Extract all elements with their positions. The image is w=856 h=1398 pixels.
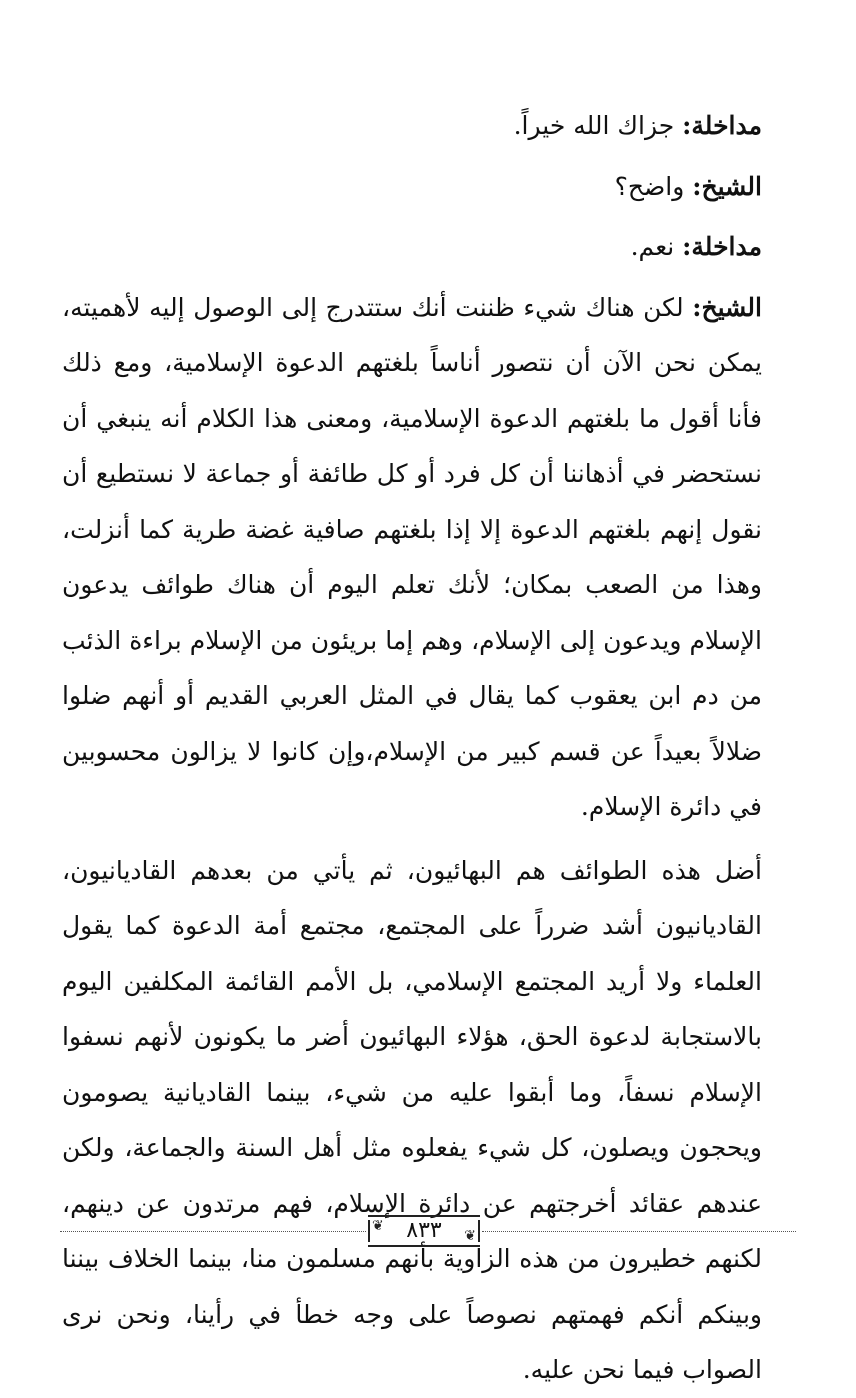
speaker-label: الشيخ: — [692, 292, 762, 322]
dialogue-text: جزاك الله خيراً. — [513, 111, 683, 140]
main-text — [62, 98, 762, 1398]
page-number-frame — [368, 1215, 480, 1247]
dialogue-line-2 — [62, 159, 762, 215]
speaker-label: مداخلة: — [682, 111, 762, 140]
speaker-label: مداخلة: — [682, 232, 762, 261]
dialogue-text: نعم. — [630, 232, 683, 261]
dialogue-text: واضح؟ — [614, 171, 693, 201]
page-footer — [60, 1213, 796, 1253]
paragraph-text: أضل هذه الطوائف هم البهائيون، ثم يأتي من بعدهم القاديانيون، القاديانيون أشد ضرراً على المجتمع، مجتمع أمة الدعوة كما يقول العلماء ولا أريد المجتمع الإسلامي، بل الأمم القائمة المكلفين اليوم بالاستجابة لدعوة الحق، هؤلاء البهائيون أضر ما يكونون لأنهم نسفوا الإسلام نسفاً، وما أبقوا عليه من شيء، بينما القاديانية يصومون ويحجون ويصلون، كل شيء يفعلوه مثل أهل السنة والجماعة، ولكن عندهم عقائد أخرجتهم عن دائرة الإسلام، فهم مرتدون عن دينهم، لكنهم خطيرون من هذه الزاوية بأنهم مسلمون منا، بينما الخلاف بيننا وبينكم أنكم فهمتهم نصوصاً على وجه خطأ في رأينا، ونحن نرى الصواب فيما نحن عليه. — [62, 855, 762, 1384]
speaker-label: الشيخ: — [692, 171, 762, 201]
dialogue-line-3 — [62, 219, 762, 275]
footer-dotted-rule-left — [60, 1231, 366, 1232]
ornament-icon: ❦ — [372, 1218, 384, 1234]
ornament-icon: ❦ — [464, 1228, 476, 1244]
footer-dotted-rule-right — [482, 1231, 796, 1232]
dialogue-line-1 — [62, 98, 762, 154]
paragraph-2 — [62, 843, 762, 1398]
paragraph-1 — [62, 280, 762, 835]
paragraph-text: لكن هناك شيء ظننت أنك ستتدرج إلى الوصول إليه لأهميته، يمكن نحن الآن أن نتصور أناساً بلغتهم الدعوة الإسلامية، ومع ذلك فأنا أقول ما بلغتهم الدعوة الإسلامية، ومعنى هذا الكلام أنه ينبغي أن نستحضر في أذهاننا أن كل فرد أو كل طائفة أو جماعة لا نستطيع أن نقول إنهم بلغتهم الدعوة إلا إذا بلغتهم صافية غضة طرية كما أنزلت، وهذا من الصعب بمكان؛ لأنك تعلم اليوم أن هناك طوائف يدعون الإسلام ويدعون إلى الإسلام، وهم إما بريئون من الإسلام براءة الذئب من دم ابن يعقوب كما يقال في المثل العربي القديم أو أنهم ضلوا ضلالاً بعيداً عن قسم كبير من الإسلام،وإن كانوا لا يزالون محسوبين في دائرة الإسلام. — [62, 292, 762, 821]
page-number: ٨٣٣ — [406, 1218, 442, 1243]
